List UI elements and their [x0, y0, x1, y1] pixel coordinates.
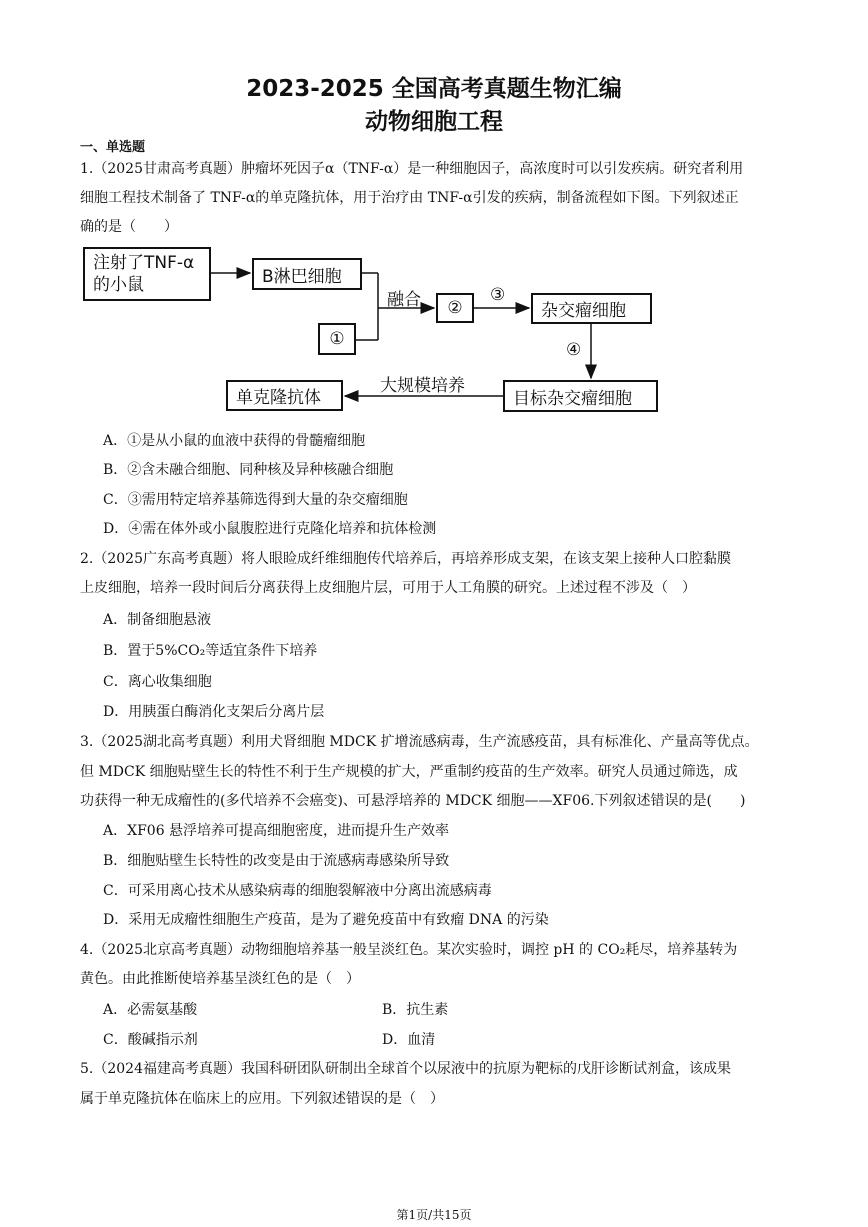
q4-option-c: C．酸碱指示剂 — [103, 1032, 198, 1048]
mouse-box — [83, 247, 211, 301]
q3-stem-line3: 功获得一种无成瘤性的(多代培养不会癌变)、可悬浮培养的 MDCK 细胞——XF06.下列叙述错误的是( ) — [80, 793, 746, 809]
target-hybridoma-box: 目标杂交瘤细胞 — [503, 380, 658, 412]
large-scale-culture-label: 大规模培养 — [380, 376, 465, 396]
b-cell-box: B淋巴细胞 — [252, 258, 362, 290]
q2-option-d: D．用胰蛋白酶消化支架后分离片层 — [103, 704, 325, 720]
q1-stem-line2: 细胞工程技术制备了 TNF-α的单克隆抗体，用于治疗由 TNF-α引发的疾病，制备流程如下图。下列叙述正 — [80, 190, 739, 206]
step2-box: ② — [436, 293, 474, 323]
q1-stem-line1: 1.（2025甘肃高考真题）肿瘤坏死因子α（TNF-α）是一种细胞因子，高浓度时可以引发疾病。研究者利用 — [80, 161, 744, 177]
q1-option-a: A．①是从小鼠的血液中获得的骨髓瘤细胞 — [103, 433, 366, 449]
q1-stem-line3: 确的是（ ） — [80, 219, 178, 235]
q4-stem-line1: 4.（2025北京高考真题）动物细胞培养基一般呈淡红色。某次实验时，调控 pH 的 CO₂耗尽，培养基转为 — [80, 942, 738, 958]
hybridoma-box: 杂交瘤细胞 — [531, 293, 652, 324]
mouse-label-line2: 的小鼠 — [93, 275, 144, 295]
section-heading: 一、单选题 — [80, 140, 146, 155]
q3-stem-line2: 但 MDCK 细胞贴壁生长的特性不利于生产规模的扩大，严重制约疫苗的生产效率。研究人员通过筛选，成 — [80, 764, 738, 780]
mouse-label-line1: 注射了TNF-α — [93, 253, 195, 273]
q3-option-c: C．可采用离心技术从感染病毒的细胞裂解液中分离出流感病毒 — [103, 883, 492, 899]
q2-option-b: B．置于5%CO₂等适宜条件下培养 — [103, 643, 318, 659]
step4-label: ④ — [566, 340, 582, 360]
q4-option-b: B．抗生素 — [382, 1002, 449, 1018]
q3-option-a: A．XF06 悬浮培养可提高细胞密度，进而提升生产效率 — [103, 823, 450, 839]
q2-option-a: A．制备细胞悬液 — [103, 612, 212, 628]
q2-stem-line2: 上皮细胞，培养一段时间后分离获得上皮细胞片层，可用于人工角膜的研究。上述过程不涉及（ ） — [80, 580, 696, 596]
document-subtitle: 动物细胞工程 — [365, 109, 503, 135]
q1-option-d: D．④需在体外或小鼠腹腔进行克隆化培养和抗体检测 — [103, 521, 437, 537]
fusion-label: 融合 — [387, 290, 421, 310]
step1-box: ① — [318, 323, 356, 355]
q5-stem-line1: 5.（2024福建高考真题）我国科研团队研制出全球首个以尿液中的抗原为靶标的戊肝诊断试剂盒，该成果 — [80, 1061, 731, 1077]
q3-option-b: B．细胞贴壁生长特性的改变是由于流感病毒感染所导致 — [103, 853, 450, 869]
q1-option-b: B．②含未融合细胞、同种核及异种核融合细胞 — [103, 462, 394, 478]
monoclonal-antibody-box: 单克隆抗体 — [226, 380, 343, 411]
q3-option-d: D．采用无成瘤性细胞生产疫苗，是为了避免疫苗中有致瘤 DNA 的污染 — [103, 912, 549, 928]
flow-diagram-arrows — [0, 0, 868, 420]
page-footer: 第1页/共15页 — [396, 1208, 472, 1222]
q1-option-c: C．③需用特定培养基筛选得到大量的杂交瘤细胞 — [103, 492, 408, 508]
q5-stem-line2: 属于单克隆抗体在临床上的应用。下列叙述错误的是（ ） — [80, 1091, 444, 1107]
q2-stem-line1: 2.（2025广东高考真题）将人眼睑成纤维细胞传代培养后，再培养形成支架，在该支架上接种人口腔黏膜 — [80, 551, 731, 567]
q2-option-c: C．离心收集细胞 — [103, 674, 212, 690]
document-title: 2023-2025 全国高考真题生物汇编 — [246, 76, 622, 102]
step3-label: ③ — [490, 285, 506, 305]
q4-option-a: A．必需氨基酸 — [103, 1002, 198, 1018]
q4-option-d: D．血清 — [382, 1032, 436, 1048]
q3-stem-line1: 3.（2025湖北高考真题）利用犬肾细胞 MDCK 扩增流感病毒，生产流感疫苗，具有标准化、产量高等优点。 — [80, 734, 759, 750]
q4-stem-line2: 黄色。由此推断使培养基呈淡红色的是（ ） — [80, 971, 360, 987]
